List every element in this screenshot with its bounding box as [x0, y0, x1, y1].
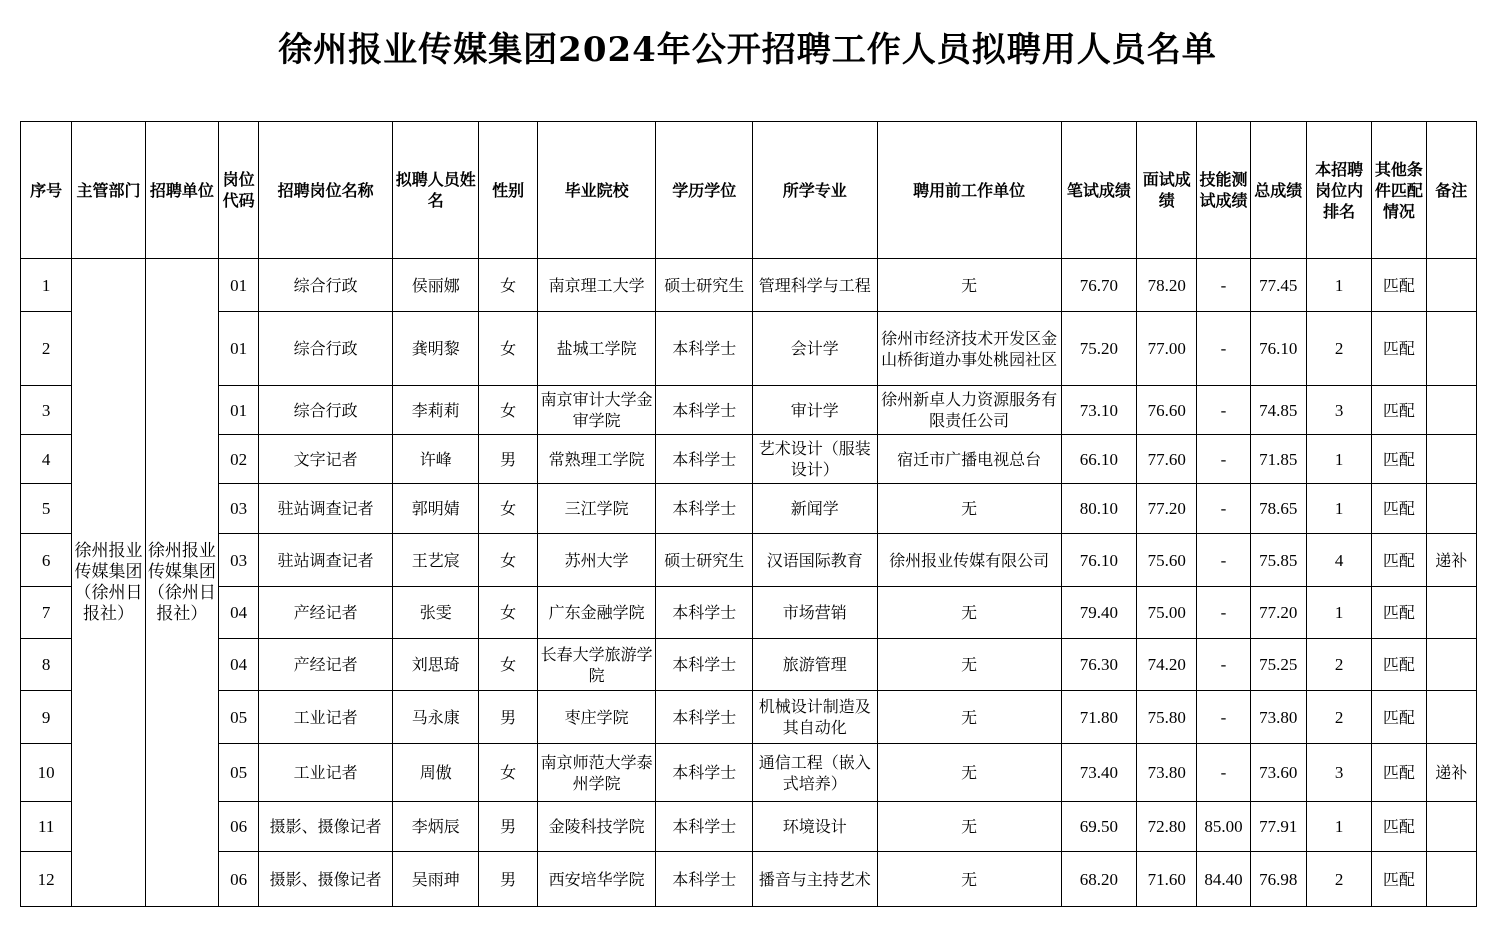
cell-interview: 77.20	[1137, 484, 1197, 534]
cell-code: 06	[219, 802, 259, 852]
header-code: 岗位代码	[219, 122, 259, 259]
cell-skill: 85.00	[1197, 802, 1250, 852]
cell-post: 驻站调查记者	[259, 484, 393, 534]
cell-gender: 女	[479, 386, 537, 435]
cell-rank: 2	[1306, 312, 1371, 386]
cell-school: 常熟理工学院	[537, 435, 656, 484]
cell-school: 金陵科技学院	[537, 802, 656, 852]
cell-written: 80.10	[1061, 484, 1136, 534]
cell-post: 摄影、摄像记者	[259, 852, 393, 907]
table-row	[21, 691, 1477, 744]
cell-rank: 1	[1306, 587, 1371, 639]
cell-seq: 6	[21, 534, 72, 587]
cell-degree: 本科学士	[656, 691, 753, 744]
cell-gender: 女	[479, 587, 537, 639]
cell-gender: 男	[479, 435, 537, 484]
cell-code: 04	[219, 587, 259, 639]
cell-match: 匹配	[1372, 484, 1426, 534]
cell-written: 76.30	[1061, 639, 1136, 691]
cell-seq: 12	[21, 852, 72, 907]
cell-written: 66.10	[1061, 435, 1136, 484]
cell-skill: -	[1197, 484, 1250, 534]
cell-note	[1426, 639, 1476, 691]
cell-code: 01	[219, 312, 259, 386]
cell-written: 76.10	[1061, 534, 1136, 587]
cell-note	[1426, 435, 1476, 484]
cell-school: 南京师范大学泰州学院	[537, 744, 656, 802]
cell-interview: 77.60	[1137, 435, 1197, 484]
cell-name: 郭明婧	[393, 484, 479, 534]
cell-total: 76.10	[1250, 312, 1306, 386]
cell-total: 77.45	[1250, 259, 1306, 312]
cell-match: 匹配	[1372, 691, 1426, 744]
cell-written: 75.20	[1061, 312, 1136, 386]
cell-note	[1426, 802, 1476, 852]
cell-rank: 3	[1306, 744, 1371, 802]
cell-skill: -	[1197, 312, 1250, 386]
cell-school: 西安培华学院	[537, 852, 656, 907]
header-post: 招聘岗位名称	[259, 122, 393, 259]
cell-dept: 徐州报业传媒集团（徐州日报社）	[72, 259, 145, 907]
cell-degree: 本科学士	[656, 744, 753, 802]
cell-written: 76.70	[1061, 259, 1136, 312]
cell-post: 产经记者	[259, 639, 393, 691]
cell-post: 摄影、摄像记者	[259, 802, 393, 852]
cell-school: 盐城工学院	[537, 312, 656, 386]
cell-skill: -	[1197, 691, 1250, 744]
cell-post: 文字记者	[259, 435, 393, 484]
cell-post: 综合行政	[259, 259, 393, 312]
cell-rank: 4	[1306, 534, 1371, 587]
cell-school: 苏州大学	[537, 534, 656, 587]
table-row	[21, 852, 1477, 907]
header-row	[21, 122, 1477, 259]
cell-gender: 女	[479, 534, 537, 587]
cell-written: 73.40	[1061, 744, 1136, 802]
cell-post: 工业记者	[259, 744, 393, 802]
cell-match: 匹配	[1372, 534, 1426, 587]
cell-interview: 74.20	[1137, 639, 1197, 691]
cell-gender: 女	[479, 639, 537, 691]
cell-interview: 72.80	[1137, 802, 1197, 852]
cell-code: 03	[219, 534, 259, 587]
cell-name: 吴雨珅	[393, 852, 479, 907]
cell-school: 三江学院	[537, 484, 656, 534]
header-interview: 面试成绩	[1137, 122, 1197, 259]
cell-code: 02	[219, 435, 259, 484]
cell-prev: 宿迁市广播电视总台	[877, 435, 1061, 484]
cell-name: 王艺宸	[393, 534, 479, 587]
cell-degree: 本科学士	[656, 587, 753, 639]
page-title: 徐州报业传媒集团2024年公开招聘工作人员拟聘用人员名单	[278, 30, 1217, 70]
cell-major: 播音与主持艺术	[752, 852, 877, 907]
cell-total: 71.85	[1250, 435, 1306, 484]
cell-gender: 女	[479, 484, 537, 534]
cell-match: 匹配	[1372, 259, 1426, 312]
table-row	[21, 534, 1477, 587]
cell-match: 匹配	[1372, 587, 1426, 639]
cell-degree: 硕士研究生	[656, 534, 753, 587]
cell-skill: -	[1197, 386, 1250, 435]
cell-match: 匹配	[1372, 802, 1426, 852]
cell-prev: 徐州市经济技术开发区金山桥街道办事处桃园社区	[877, 312, 1061, 386]
cell-major: 管理科学与工程	[752, 259, 877, 312]
header-rank: 本招聘岗位内排名	[1306, 122, 1371, 259]
cell-seq: 2	[21, 312, 72, 386]
table-row	[21, 259, 1477, 312]
cell-match: 匹配	[1372, 386, 1426, 435]
cell-total: 75.85	[1250, 534, 1306, 587]
header-gender: 性别	[479, 122, 537, 259]
cell-degree: 本科学士	[656, 312, 753, 386]
cell-degree: 硕士研究生	[656, 259, 753, 312]
cell-degree: 本科学士	[656, 852, 753, 907]
cell-prev: 无	[877, 691, 1061, 744]
cell-post: 驻站调查记者	[259, 534, 393, 587]
cell-note	[1426, 386, 1476, 435]
cell-skill: -	[1197, 587, 1250, 639]
cell-major: 环境设计	[752, 802, 877, 852]
header-major: 所学专业	[752, 122, 877, 259]
cell-rank: 1	[1306, 802, 1371, 852]
cell-interview: 78.20	[1137, 259, 1197, 312]
cell-skill: -	[1197, 744, 1250, 802]
cell-note	[1426, 691, 1476, 744]
roster-body	[21, 259, 1477, 907]
cell-written: 73.10	[1061, 386, 1136, 435]
hiring-roster-table	[20, 121, 1477, 907]
cell-gender: 男	[479, 802, 537, 852]
cell-name: 许峰	[393, 435, 479, 484]
cell-major: 通信工程（嵌入式培养）	[752, 744, 877, 802]
cell-note	[1426, 587, 1476, 639]
cell-seq: 8	[21, 639, 72, 691]
cell-rank: 2	[1306, 691, 1371, 744]
cell-major: 汉语国际教育	[752, 534, 877, 587]
cell-degree: 本科学士	[656, 484, 753, 534]
cell-post: 产经记者	[259, 587, 393, 639]
header-unit: 招聘单位	[145, 122, 218, 259]
cell-note	[1426, 259, 1476, 312]
table-row	[21, 386, 1477, 435]
cell-school: 南京审计大学金审学院	[537, 386, 656, 435]
cell-gender: 女	[479, 744, 537, 802]
cell-school: 枣庄学院	[537, 691, 656, 744]
header-note: 备注	[1426, 122, 1476, 259]
cell-name: 刘思琦	[393, 639, 479, 691]
cell-major: 艺术设计（服装设计）	[752, 435, 877, 484]
cell-note	[1426, 852, 1476, 907]
cell-major: 市场营销	[752, 587, 877, 639]
cell-prev: 无	[877, 587, 1061, 639]
cell-degree: 本科学士	[656, 639, 753, 691]
cell-code: 05	[219, 744, 259, 802]
cell-rank: 1	[1306, 484, 1371, 534]
cell-note: 递补	[1426, 534, 1476, 587]
cell-major: 审计学	[752, 386, 877, 435]
cell-prev: 徐州新卓人力资源服务有限责任公司	[877, 386, 1061, 435]
header-school: 毕业院校	[537, 122, 656, 259]
header-seq: 序号	[21, 122, 72, 259]
cell-post: 工业记者	[259, 691, 393, 744]
cell-match: 匹配	[1372, 435, 1426, 484]
cell-interview: 73.80	[1137, 744, 1197, 802]
table-row	[21, 312, 1477, 386]
cell-prev: 无	[877, 639, 1061, 691]
cell-code: 04	[219, 639, 259, 691]
cell-gender: 女	[479, 312, 537, 386]
cell-name: 侯丽娜	[393, 259, 479, 312]
cell-code: 01	[219, 259, 259, 312]
cell-prev: 徐州报业传媒有限公司	[877, 534, 1061, 587]
table-row	[21, 744, 1477, 802]
cell-rank: 1	[1306, 435, 1371, 484]
table-row	[21, 435, 1477, 484]
cell-skill: -	[1197, 259, 1250, 312]
header-match: 其他条件匹配情况	[1372, 122, 1426, 259]
cell-interview: 75.00	[1137, 587, 1197, 639]
cell-written: 69.50	[1061, 802, 1136, 852]
cell-prev: 无	[877, 259, 1061, 312]
cell-school: 广东金融学院	[537, 587, 656, 639]
cell-seq: 5	[21, 484, 72, 534]
cell-total: 73.60	[1250, 744, 1306, 802]
cell-unit: 徐州报业传媒集团（徐州日报社）	[145, 259, 218, 907]
cell-note: 递补	[1426, 744, 1476, 802]
cell-prev: 无	[877, 484, 1061, 534]
cell-rank: 1	[1306, 259, 1371, 312]
header-written: 笔试成绩	[1061, 122, 1136, 259]
header-skill: 技能测试成绩	[1197, 122, 1250, 259]
cell-interview: 75.80	[1137, 691, 1197, 744]
cell-major: 新闻学	[752, 484, 877, 534]
cell-major: 旅游管理	[752, 639, 877, 691]
table-row	[21, 484, 1477, 534]
cell-code: 06	[219, 852, 259, 907]
header-dept: 主管部门	[72, 122, 145, 259]
cell-major: 机械设计制造及其自动化	[752, 691, 877, 744]
cell-prev: 无	[877, 744, 1061, 802]
cell-interview: 76.60	[1137, 386, 1197, 435]
cell-rank: 3	[1306, 386, 1371, 435]
cell-interview: 71.60	[1137, 852, 1197, 907]
cell-total: 76.98	[1250, 852, 1306, 907]
cell-note	[1426, 484, 1476, 534]
cell-name: 龚明黎	[393, 312, 479, 386]
cell-written: 79.40	[1061, 587, 1136, 639]
cell-name: 周傲	[393, 744, 479, 802]
cell-prev: 无	[877, 852, 1061, 907]
cell-code: 05	[219, 691, 259, 744]
cell-degree: 本科学士	[656, 435, 753, 484]
cell-seq: 3	[21, 386, 72, 435]
cell-name: 李炳辰	[393, 802, 479, 852]
header-prev: 聘用前工作单位	[877, 122, 1061, 259]
cell-rank: 2	[1306, 852, 1371, 907]
cell-match: 匹配	[1372, 852, 1426, 907]
header-name: 拟聘人员姓名	[393, 122, 479, 259]
cell-code: 01	[219, 386, 259, 435]
cell-match: 匹配	[1372, 744, 1426, 802]
cell-degree: 本科学士	[656, 802, 753, 852]
cell-match: 匹配	[1372, 312, 1426, 386]
cell-gender: 女	[479, 259, 537, 312]
cell-school: 南京理工大学	[537, 259, 656, 312]
cell-seq: 10	[21, 744, 72, 802]
cell-seq: 7	[21, 587, 72, 639]
cell-seq: 11	[21, 802, 72, 852]
cell-skill: -	[1197, 639, 1250, 691]
cell-total: 77.91	[1250, 802, 1306, 852]
cell-written: 68.20	[1061, 852, 1136, 907]
cell-seq: 9	[21, 691, 72, 744]
cell-skill: -	[1197, 435, 1250, 484]
header-degree: 学历学位	[656, 122, 753, 259]
cell-gender: 男	[479, 691, 537, 744]
cell-gender: 男	[479, 852, 537, 907]
table-row	[21, 639, 1477, 691]
cell-written: 71.80	[1061, 691, 1136, 744]
table-row	[21, 802, 1477, 852]
cell-school: 长春大学旅游学院	[537, 639, 656, 691]
table-row	[21, 587, 1477, 639]
cell-degree: 本科学士	[656, 386, 753, 435]
cell-total: 75.25	[1250, 639, 1306, 691]
cell-total: 78.65	[1250, 484, 1306, 534]
cell-skill: -	[1197, 534, 1250, 587]
cell-seq: 1	[21, 259, 72, 312]
cell-name: 马永康	[393, 691, 479, 744]
cell-total: 77.20	[1250, 587, 1306, 639]
cell-major: 会计学	[752, 312, 877, 386]
cell-seq: 4	[21, 435, 72, 484]
cell-name: 张雯	[393, 587, 479, 639]
cell-match: 匹配	[1372, 639, 1426, 691]
cell-name: 李莉莉	[393, 386, 479, 435]
cell-interview: 77.00	[1137, 312, 1197, 386]
cell-note	[1426, 312, 1476, 386]
cell-post: 综合行政	[259, 386, 393, 435]
cell-post: 综合行政	[259, 312, 393, 386]
header-total: 总成绩	[1250, 122, 1306, 259]
cell-rank: 2	[1306, 639, 1371, 691]
cell-prev: 无	[877, 802, 1061, 852]
cell-interview: 75.60	[1137, 534, 1197, 587]
cell-total: 73.80	[1250, 691, 1306, 744]
cell-total: 74.85	[1250, 386, 1306, 435]
cell-code: 03	[219, 484, 259, 534]
cell-skill: 84.40	[1197, 852, 1250, 907]
